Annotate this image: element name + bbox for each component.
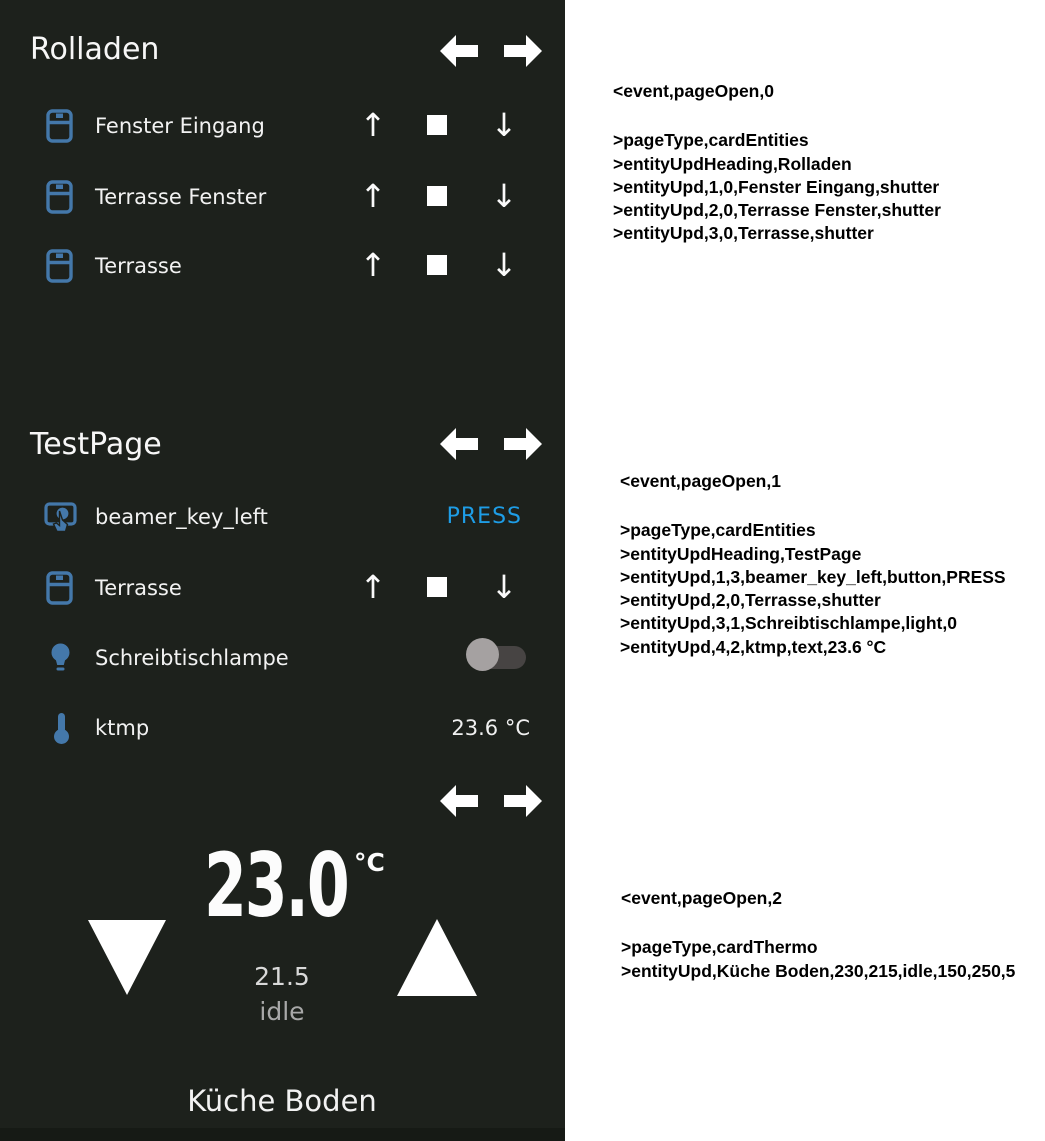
entity-label: Terrasse [95,576,182,600]
shutter-up-button[interactable]: ↑ [359,177,387,215]
entity-row [0,233,565,299]
thermometer-icon [52,712,71,745]
shutter-stop-button[interactable] [407,555,467,621]
arrow-left-icon [440,802,478,821]
card-heading-testpage: TestPage [30,427,162,462]
protocol-line: >pageType,cardEntities [620,520,816,541]
stop-square-icon [427,115,447,135]
entity-row [0,93,565,159]
entity-row [0,164,565,230]
next-page-button[interactable] [504,35,542,67]
card-heading-rolladen: Rolladen [30,32,160,67]
window-shutter-icon [46,571,73,605]
target-temperature: 21.5 [254,962,310,991]
protocol-block [613,80,941,246]
entity-label: Terrasse [95,254,182,278]
shutter-stop-button[interactable] [407,164,467,230]
prev-page-button[interactable] [440,35,478,67]
arrow-right-icon [504,445,542,464]
shutter-up-button[interactable]: ↑ [359,106,387,144]
shutter-up-button[interactable]: ↑ [359,568,387,606]
entity-label: Terrasse Fenster [95,185,267,209]
panel-bottom-edge [0,1128,565,1141]
protocol-line: >entityUpd,3,0,Terrasse,shutter [613,223,874,244]
next-page-button[interactable] [504,428,542,460]
protocol-block [621,887,1015,983]
shutter-down-button[interactable]: ↓ [490,246,518,284]
triangle-up-icon [397,981,477,1000]
entity-label: ktmp [95,716,150,740]
prev-page-button[interactable] [440,785,478,817]
shutter-down-button[interactable]: ↓ [490,106,518,144]
temp-increase-button[interactable] [397,919,477,996]
protocol-block [620,470,1006,659]
stop-square-icon [427,186,447,206]
toggle-knob [466,638,499,671]
shutter-stop-button[interactable] [407,93,467,159]
entity-row [0,484,565,550]
protocol-line: >pageType,cardThermo [621,937,818,958]
arrow-left-icon [440,445,478,464]
sensor-value: 23.6 °C [451,716,530,740]
entity-row [0,555,565,621]
triangle-down-icon [88,980,166,999]
protocol-line: >entityUpd,Küche Boden,230,215,idle,150,250,5 [621,960,1016,981]
entity-label: beamer_key_left [95,505,268,529]
arrow-right-icon [504,52,542,71]
next-page-button[interactable] [504,785,542,817]
temperature-unit: °C [354,848,385,877]
entity-label: Schreibtischlampe [95,646,289,670]
entity-row [0,695,565,761]
window-shutter-icon [46,249,73,283]
protocol-line: >entityUpdHeading,Rolladen [613,153,852,174]
protocol-event-line: <event,pageOpen,0 [613,81,774,101]
protocol-line: >entityUpd,1,0,Fenster Eingang,shutter [613,176,940,197]
arrow-right-icon [504,802,542,821]
window-shutter-icon [46,180,73,214]
press-button[interactable]: PRESS [446,504,522,529]
prev-page-button[interactable] [440,428,478,460]
protocol-line: >entityUpd,2,0,Terrasse Fenster,shutter [613,200,941,221]
lightbulb-icon [48,642,73,674]
protocol-line: >entityUpd,1,3,beamer_key_left,button,PRESS [620,566,1006,587]
temp-decrease-button[interactable] [88,920,166,995]
light-toggle-switch[interactable] [466,637,526,672]
protocol-event-line: <event,pageOpen,2 [621,888,782,908]
stop-square-icon [427,577,447,597]
thermostat-name: Küche Boden [187,1084,377,1118]
protocol-line: >entityUpd,4,2,ktmp,text,23.6 °C [620,636,887,657]
protocol-event-line: <event,pageOpen,1 [620,471,781,491]
window-shutter-icon [46,109,73,143]
shutter-down-button[interactable]: ↓ [490,177,518,215]
hvac-state: idle [259,997,305,1026]
arrow-left-icon [440,52,478,71]
shutter-up-button[interactable]: ↑ [359,246,387,284]
protocol-line: >pageType,cardEntities [613,130,809,151]
gesture-tap-button-icon [44,500,77,535]
shutter-stop-button[interactable] [407,233,467,299]
shutter-down-button[interactable]: ↓ [490,568,518,606]
protocol-line: >entityUpdHeading,TestPage [620,543,862,564]
current-temperature: 23.0 [204,834,348,937]
stop-square-icon [427,255,447,275]
protocol-line: >entityUpd,3,1,Schreibtischlampe,light,0 [620,613,957,634]
protocol-line: >entityUpd,2,0,Terrasse,shutter [620,590,881,611]
entity-label: Fenster Eingang [95,114,265,138]
